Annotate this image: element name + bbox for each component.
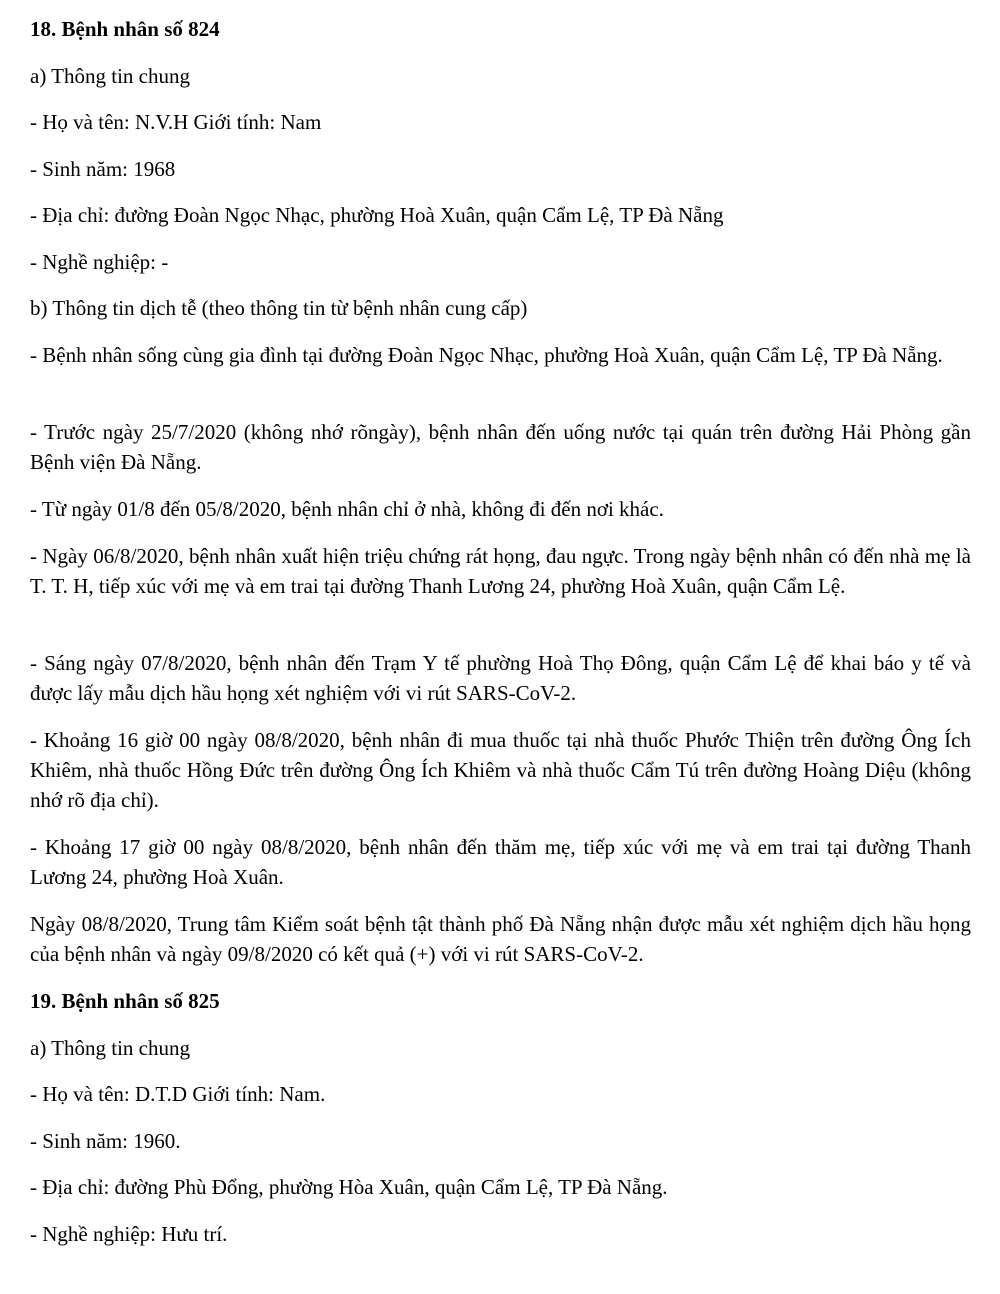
info-item: - Họ và tên: D.T.D Giới tính: Nam. bbox=[30, 1082, 326, 1106]
epidemiology-item: - Từ ngày 01/8 đến 05/8/2020, bệnh nhân chỉ ở nhà, không đi đến nơi khác. bbox=[30, 497, 664, 521]
info-item: - Họ và tên: N.V.H Giới tính: Nam bbox=[30, 110, 322, 134]
epidemiology-title: b) Thông tin dịch tễ (theo thông tin từ bệnh nhân cung cấp) bbox=[30, 296, 528, 320]
info-item: - Nghề nghiệp: - bbox=[30, 250, 169, 274]
info-item: - Sinh năm: 1960. bbox=[30, 1129, 181, 1153]
info-item: - Địa chỉ: đường Đoàn Ngọc Nhạc, phường Hoà Xuân, quận Cẩm Lệ, TP Đà Nẵng bbox=[30, 203, 724, 227]
epidemiology-item: - Ngày 06/8/2020, bệnh nhân xuất hiện triệu chứng rát họng, đau ngực. Trong ngày bệnh nhân có đến nhà mẹ là T. T. H, tiếp xúc với mẹ và em trai tại đường Thanh Lương 24, phường Hoà Xuân, quận Cẩm Lệ. bbox=[30, 544, 971, 598]
epidemiology-item: Ngày 08/8/2020, Trung tâm Kiểm soát bệnh tật thành phố Đà Nẵng nhận được mẫu xét nghiệm dịch hầu họng của bệnh nhân và ngày 09/8/2020 có kết quả (+) với vi rút SARS-CoV-2. bbox=[30, 912, 971, 966]
section-heading: 18. Bệnh nhân số 824 bbox=[30, 17, 220, 41]
info-item: - Địa chỉ: đường Phù Đổng, phường Hòa Xuân, quận Cẩm Lệ, TP Đà Nẵng. bbox=[30, 1175, 668, 1199]
epidemiology-item: - Khoảng 16 giờ 00 ngày 08/8/2020, bệnh nhân đi mua thuốc tại nhà thuốc Phước Thiện trên đường Ông Ích Khiêm, nhà thuốc Hồng Đức trên đường Ông Ích Khiêm và nhà thuốc Cẩm Tú trên đường Hoàng Diệu (không nhớ rõ địa chỉ). bbox=[30, 728, 971, 812]
general-info-title: a) Thông tin chung bbox=[30, 64, 191, 88]
general-info-title: a) Thông tin chung bbox=[30, 1036, 191, 1060]
epidemiology-item: - Trước ngày 25/7/2020 (không nhớ rõngày), bệnh nhân đến uống nước tại quán trên đường Hải Phòng gần Bệnh viện Đà Nẵng. bbox=[30, 420, 971, 474]
section-heading: 19. Bệnh nhân số 825 bbox=[30, 989, 220, 1013]
info-item: - Sinh năm: 1968 bbox=[30, 157, 176, 181]
epidemiology-item: - Sáng ngày 07/8/2020, bệnh nhân đến Trạm Y tế phường Hoà Thọ Đông, quận Cẩm Lệ để khai báo y tế và được lấy mẫu dịch hầu họng xét nghiệm với vi rút SARS-CoV-2. bbox=[30, 651, 971, 705]
epidemiology-item: - Bệnh nhân sống cùng gia đình tại đường Đoàn Ngọc Nhạc, phường Hoà Xuân, quận Cẩm Lệ, TP Đà Nẵng. bbox=[30, 343, 943, 367]
info-item: - Nghề nghiệp: Hưu trí. bbox=[30, 1222, 228, 1246]
epidemiology-item: - Khoảng 17 giờ 00 ngày 08/8/2020, bệnh nhân đến thăm mẹ, tiếp xúc với mẹ và em trai tại đường Thanh Lương 24, phường Hoà Xuân. bbox=[30, 835, 971, 889]
